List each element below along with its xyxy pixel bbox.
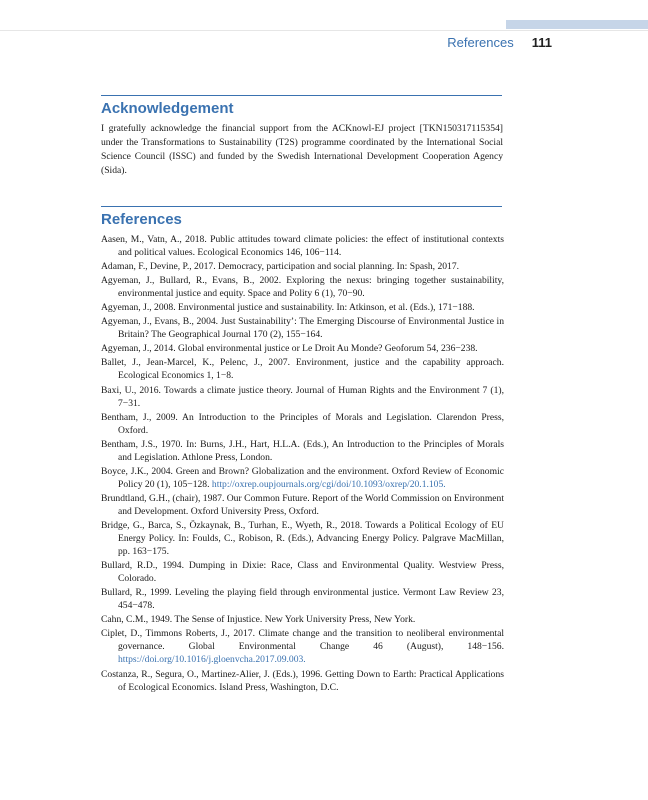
reference-text: Ballet, J., Jean-Marcel, K., Pelenc, J., 2007. Environment, justice and the capability approach. Ecological Economics 1, 1−8. [101,357,504,382]
reference-entry [101,301,504,314]
reference-text: Costanza, R., Segura, O., Martinez-Alier, J. (Eds.), 1996. Getting Down to Earth: Practical Applications of Ecological Economics. Island Press, Washington, D.C. [101,668,504,693]
page-number: 111 [531,35,552,50]
reference-text: Agyeman, J., 2008. Environmental justice and sustainability. In: Atkinson, et al. (Eds.), 171−188. [101,302,475,314]
reference-entry [101,613,504,626]
references-title: References [101,211,182,228]
reference-entry [101,260,504,273]
reference-text: Baxi, U., 2016. Towards a climate justice theory. Journal of Human Rights and the Environment 7 (1), 7−31. [101,384,504,409]
reference-text: Bullard, R., 1999. Leveling the playing field through environmental justice. Vermont Law Review 23, 454−478. [101,587,504,612]
reference-entry [101,274,504,300]
reference-text: Bullard, R.D., 1994. Dumping in Dixie: Race, Class and Environmental Quality. Westview Press, Colorado. [101,560,504,585]
reference-entry [101,356,504,382]
reference-entry [101,315,504,341]
reference-entry [101,668,504,694]
running-head [447,35,552,51]
reference-list [101,233,504,695]
running-title: References [447,35,514,50]
reference-text: Cahn, C.M., 1949. The Sense of Injustice. New York University Press, New York. [101,614,416,626]
reference-entry [101,586,504,612]
reference-text: Bentham, J., 2009. An Introduction to the Principles of Morals and Legislation. Clarendon Press, Oxford. [101,411,504,436]
reference-text: Brundtland, G.H., (chair), 1987. Our Common Future. Report of the World Commission on Environment and Development. Oxford University Press, Oxford. [101,492,505,517]
reference-entry [101,411,504,437]
reference-entry [101,627,504,666]
header-rule [0,30,648,31]
reference-entry [101,342,504,355]
reference-text: Adaman, F., Devine, P., 2017. Democracy, participation and social planning. In: Spash, 2017. [101,261,460,273]
reference-text: Bentham, J.S., 1970. In: Burns, J.H., Hart, H.L.A. (Eds.), An Introduction to the Principles of Morals and Legislation. Athlone Press, London. [101,438,504,463]
references-rule [101,206,502,207]
reference-entry [101,519,504,558]
reference-entry [101,438,504,464]
reference-text: Agyeman, J., Bullard, R., Evans, B., 2002. Exploring the nexus: bringing together sustainability, environmental justice and equity. Space and Polity 6 (1), 70−90. [101,275,504,300]
reference-text: Ciplet, D., Timmons Roberts, J., 2017. Climate change and the transition to neoliberal environmental governance. Global Environmental Change 46 (August), 148−156. [101,628,504,653]
header-accent-bar [506,20,648,29]
reference-entry [101,233,504,259]
reference-entry [101,559,504,585]
reference-entry [101,492,504,518]
reference-text: Agyeman, J., 2014. Global environmental justice or Le Droit Au Monde? Geoforum 54, 236−238. [101,343,478,355]
reference-entry [101,465,504,491]
reference-text: Aasen, M., Vatn, A., 2018. Public attitudes toward climate policies: the effect of institutional contexts and political values. Ecological Economics 146, 106−114. [101,234,504,259]
reference-text: Boyce, J.K., 2004. Green and Brown? Globalization and the environment. Oxford Review of Economic Policy 20 (1), 105−128. [101,465,504,490]
reference-text: Bridge, G., Barca, S., Özkaynak, B., Turhan, E., Wyeth, R., 2018. Towards a Political Ecology of EU Energy Policy. In: Foulds, C., Robison, R. (Eds.), Advancing Energy Policy. Palgrave MacMillan, pp. 163−175. [101,519,504,558]
acknowledgement-rule [101,95,502,96]
acknowledgement-title: Acknowledgement [101,100,234,117]
acknowledgement-text: I gratefully acknowledge the financial support from the ACKnowl-EJ project [TKN150317115354] under the Transformations to Sustainability (T2S) programme coordinated by the International Social Science Council (ISSC) and funded by the Swedish International Development Cooperation Agency (Sida). [101,123,503,176]
reference-entry [101,384,504,410]
doi-link[interactable]: http://oxrep.oupjournals.org/cgi/doi/10.1093/oxrep/20.1.105. [211,478,446,490]
doi-link[interactable]: https://doi.org/10.1016/j.gloenvcha.2017.09.003. [118,654,306,666]
reference-text: Agyeman, J., Evans, B., 2004. Just Sustainability’: The Emerging Discourse of Environmental Justice in Britain? The Geographical Journal 170 (2), 155−164. [101,316,504,341]
